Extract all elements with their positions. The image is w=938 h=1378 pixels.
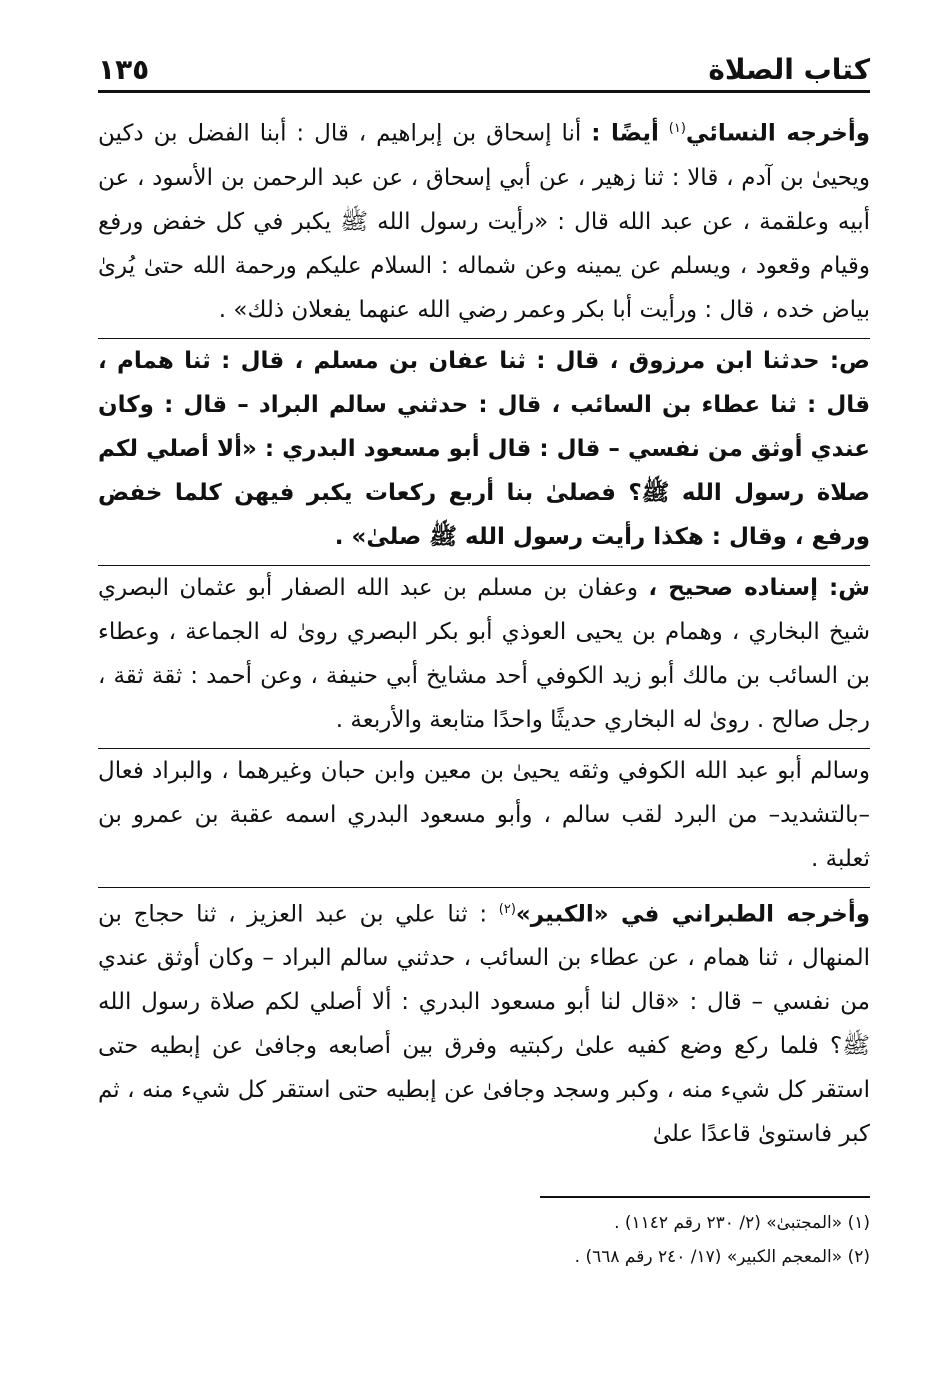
page-number: ١٣٥ — [98, 53, 150, 86]
footnote-2: (٢) «المعجم الكبير» (١٧/ ٢٤٠ رقم ٦٦٨) . — [574, 1247, 870, 1268]
page-header — [98, 38, 870, 93]
book-title: كتاب الصلاة — [708, 53, 870, 86]
footnote-divider — [540, 1196, 870, 1198]
paragraph-matn — [98, 339, 870, 559]
footnote-1: (١) «المجتبىٰ» (٢/ ٢٣٠ رقم ١١٤٢) . — [614, 1213, 870, 1234]
page-body — [98, 107, 870, 1156]
paragraph-text: وسالم أبو عبد الله الكوفي وثقه يحيىٰ بن معين وابن حبان وغيرهما ، والبراد فعال –بالتشديد– من البرد لقب سالم ، وأبو مسعود البدري اسمه عقبة بن عمرو بن ثعلبة . — [98, 757, 870, 872]
paragraph-lead-2: أيضًا : — [591, 120, 659, 147]
paragraph-text: ص: حدثنا ابن مرزوق ، قال : ثنا عفان بن مسلم ، قال : ثنا همام ، قال : ثنا عطاء بن السائب ، قال : حدثني سالم البراد – قال : وكان عندي أوثق من نفسي – قال : قال أبو مسعود البدري : «ألا أصلي لكم صلاة رسول الله ﷺ؟ فصلىٰ بنا أربع ركعات يكبر فيهن كلما خفض ورفع ، وقال : هكذا رأيت رسول الله ﷺ صلىٰ» . — [98, 347, 870, 550]
footnote-ref: (٢) — [498, 901, 516, 917]
footnotes — [98, 1206, 870, 1274]
paragraph-text: وعفان بن مسلم بن عبد الله الصفار أبو عثمان البصري شيخ البخاري ، وهمام بن يحيى العوذي أبو بكر البصري روىٰ له الجماعة ، وعطاء بن السائب بن مالك أبو زيد الكوفي أحد مشايخ أبي حنيفة ، وعن أحمد : ثقة ثقة ، رجل صالح . روىٰ له البخاري حديثًا واحدًا متابعة والأربعة . — [98, 574, 870, 733]
paragraph-sharh — [98, 566, 870, 742]
paragraph-text: : ثنا علي بن عبد العزيز ، ثنا حجاج بن المنهال ، ثنا همام ، عن عطاء بن السائب ، حدثني سالم البراد – وكان أوثق عندي من نفسي – قال : «قال لنا أبو مسعود البدري : ألا أصلي لكم صلاة رسول الله ﷺ؟ فلما ركع وضع كفيه علىٰ ركبتيه وفرق بين أصابعه وجافىٰ عن إبطيه حتى استقر كل شيء منه ، وكبر وسجد وجافىٰ عن إبطيه حتى استقر كل شيء منه ، ثم كبر فاستوىٰ قاعدًا علىٰ — [98, 901, 870, 1148]
footnote-ref: (١) — [668, 121, 686, 136]
paragraph-lead: وأخرجه النسائي — [685, 120, 870, 147]
paragraph-text: أنا إسحاق بن إبراهيم ، قال : أبنا الفضل بن دكين ويحيىٰ بن آدم ، قالا : ثنا زهير ، عن أبي إسحاق ، عن عبد الرحمن بن الأسود ، عن أبيه وعلقمة ، عن عبد الله قال : «رأيت رسول الله ﷺ يكبر في كل خفض ورفع وقيام وقعود ، ويسلم عن يمينه وعن شماله : السلام عليكم ورحمة الله حتىٰ يُرىٰ بياض خده ، قال : ورأيت أبا بكر وعمر رضي الله عنهما يفعلان ذلك» . — [98, 120, 870, 323]
paragraph-lead: ش: إسناده صحيح ، — [648, 574, 870, 601]
paragraph-nasai — [98, 107, 870, 332]
paragraph-tabarani — [98, 888, 870, 1157]
paragraph-lead: وأخرجه الطبراني في «الكبير» — [515, 901, 871, 928]
paragraph-salim — [98, 749, 870, 881]
document-page — [98, 38, 870, 1274]
